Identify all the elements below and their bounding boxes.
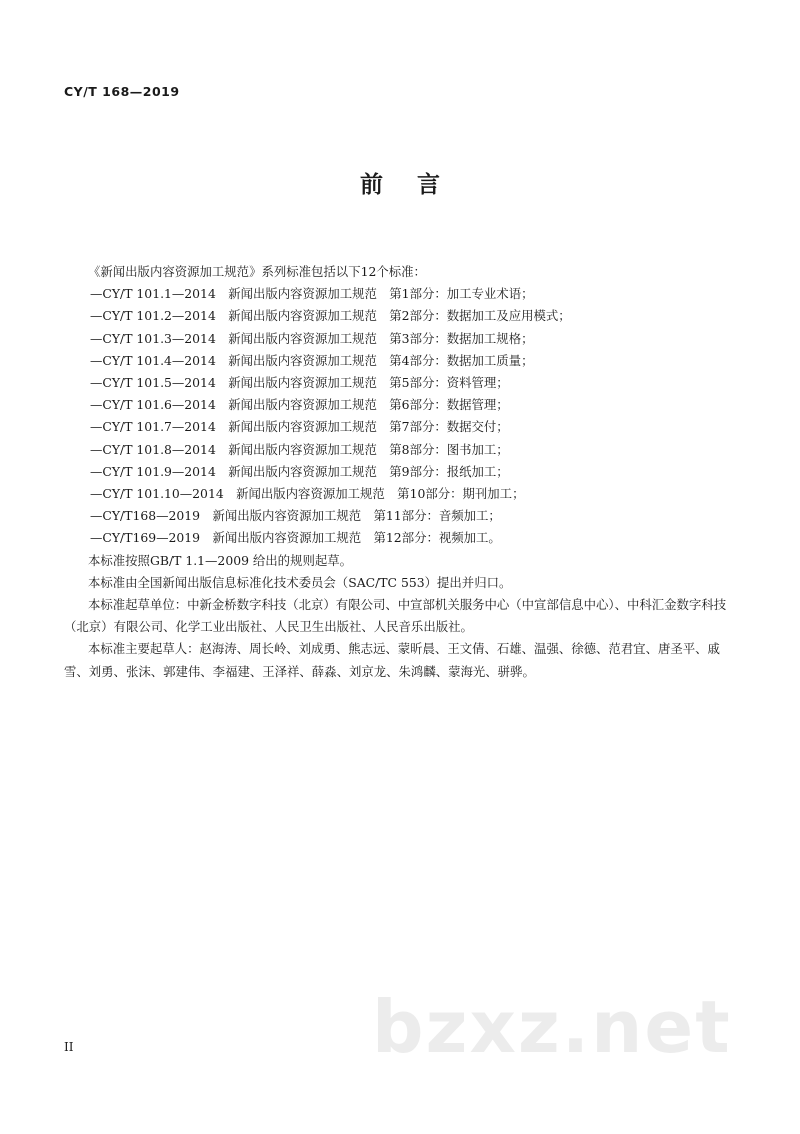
series-item: —CY/T 101.5—2014 新闻出版内容资源加工规范 第5部分：资料管理； [90, 375, 509, 391]
committee-paragraph: 本标准由全国新闻出版信息标准化技术委员会（SAC/TC 553）提出并归口。 [88, 574, 512, 590]
series-item: —CY/T 101.2—2014 新闻出版内容资源加工规范 第2部分：数据加工及应用模式； [90, 308, 571, 324]
page-number: II [64, 1040, 74, 1054]
watermark-text: bzxz.net [372, 985, 732, 1069]
series-item: —CY/T168—2019 新闻出版内容资源加工规范 第11部分：音频加工； [90, 508, 501, 524]
series-item: —CY/T 101.8—2014 新闻出版内容资源加工规范 第8部分：图书加工； [90, 441, 509, 457]
series-item: —CY/T 101.6—2014 新闻出版内容资源加工规范 第6部分：数据管理； [90, 397, 509, 413]
series-intro: 《新闻出版内容资源加工规范》系列标准包括以下12个标准： [88, 264, 426, 279]
page-title: 前言 [360, 172, 474, 198]
foreword-body [64, 261, 734, 683]
series-item: —CY/T 101.3—2014 新闻出版内容资源加工规范 第3部分：数据加工规格； [90, 330, 534, 346]
drafting-units-paragraph: 本标准起草单位：中新金桥数字科技（北京）有限公司、中宣部机关服务中心（中宣部信息中心）、中科汇金数字科技（北京）有限公司、化学工业出版社、人民卫生出版社、人民音乐出版社。 [64, 597, 727, 635]
series-item: —CY/T 101.1—2014 新闻出版内容资源加工规范 第1部分：加工专业术语； [90, 286, 534, 302]
series-item: —CY/T 101.9—2014 新闻出版内容资源加工规范 第9部分：报纸加工； [90, 463, 509, 479]
series-item: —CY/T 101.4—2014 新闻出版内容资源加工规范 第4部分：数据加工质量； [90, 352, 534, 368]
standard-code: CY/T 168—2019 [64, 84, 180, 99]
drafting-rules-paragraph: 本标准按照GB/T 1.1—2009 给出的规则起草。 [88, 552, 353, 568]
series-item: —CY/T169—2019 新闻出版内容资源加工规范 第12部分：视频加工。 [90, 530, 501, 546]
drafters-paragraph: 本标准主要起草人：赵海涛、周长岭、刘成勇、熊志远、蒙昕晨、王文倩、石雄、温强、徐德、范君宜、唐圣平、戚雪、刘勇、张沫、郭建伟、李福建、王泽祥、薛淼、刘京龙、朱鸿麟、蒙海光、骈骅。 [64, 641, 720, 679]
series-item: —CY/T 101.7—2014 新闻出版内容资源加工规范 第7部分：数据交付； [90, 419, 509, 435]
series-item: —CY/T 101.10—2014 新闻出版内容资源加工规范 第10部分：期刊加工； [90, 486, 525, 502]
